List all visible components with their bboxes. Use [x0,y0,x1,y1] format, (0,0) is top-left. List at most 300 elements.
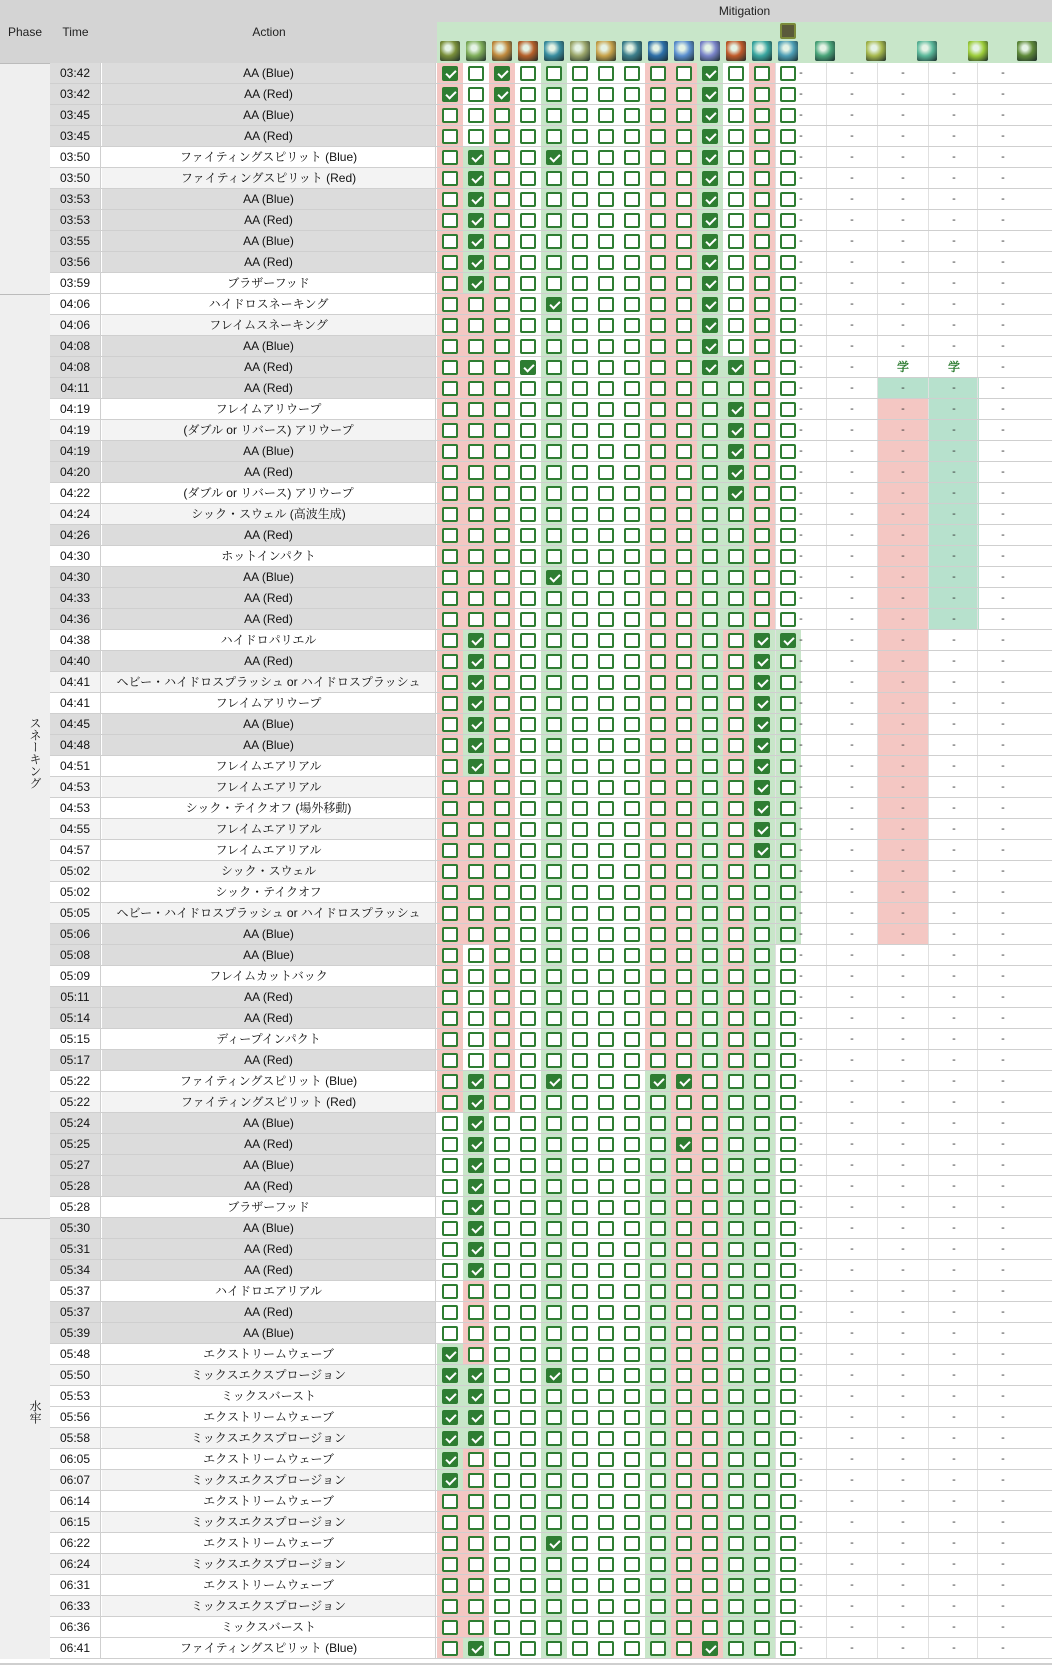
mitigation-checkbox[interactable] [442,402,458,417]
mitigation-checkbox[interactable] [520,738,536,753]
mitigation-checkbox[interactable] [650,1074,666,1089]
mitigation-checkbox[interactable] [468,1221,484,1236]
mitigation-checkbox[interactable] [624,1095,640,1110]
mitigation-checkbox[interactable] [754,486,770,501]
mitigation-checkbox[interactable] [468,339,484,354]
mitigation-checkbox[interactable] [468,318,484,333]
mitigation-checkbox[interactable] [520,1368,536,1383]
mitigation-checkbox[interactable] [676,927,692,942]
mitigation-checkbox[interactable] [728,612,744,627]
mitigation-checkbox[interactable] [546,1284,562,1299]
mitigation-checkbox[interactable] [520,213,536,228]
mitigation-checkbox[interactable] [468,444,484,459]
mitigation-checkbox[interactable] [728,1620,744,1635]
mitigation-checkbox[interactable] [728,1074,744,1089]
mitigation-checkbox[interactable] [728,486,744,501]
mitigation-checkbox[interactable] [546,402,562,417]
mitigation-checkbox[interactable] [702,1431,718,1446]
mitigation-checkbox[interactable] [572,444,588,459]
mitigation-checkbox[interactable] [598,675,614,690]
mitigation-checkbox[interactable] [520,1599,536,1614]
mitigation-checkbox[interactable] [650,1053,666,1068]
mitigation-checkbox[interactable] [468,276,484,291]
mitigation-checkbox[interactable] [494,1410,510,1425]
mitigation-checkbox[interactable] [598,864,614,879]
mitigation-checkbox[interactable] [494,822,510,837]
mitigation-checkbox[interactable] [520,507,536,522]
mitigation-checkbox[interactable] [442,696,458,711]
mitigation-checkbox[interactable] [598,1578,614,1593]
mitigation-checkbox[interactable] [624,1368,640,1383]
mitigation-checkbox[interactable] [598,1347,614,1362]
mitigation-checkbox[interactable] [494,1452,510,1467]
mitigation-checkbox[interactable] [728,1578,744,1593]
mitigation-checkbox[interactable] [520,822,536,837]
mitigation-checkbox[interactable] [676,1410,692,1425]
mitigation-checkbox[interactable] [468,1368,484,1383]
mitigation-checkbox[interactable] [624,1074,640,1089]
mitigation-checkbox[interactable] [468,885,484,900]
mitigation-checkbox[interactable] [676,1578,692,1593]
mitigation-checkbox[interactable] [520,1074,536,1089]
mitigation-checkbox[interactable] [494,1641,510,1656]
mitigation-checkbox[interactable] [442,66,458,81]
mitigation-checkbox[interactable] [546,1347,562,1362]
mitigation-checkbox[interactable] [624,129,640,144]
mitigation-checkbox[interactable] [572,675,588,690]
mitigation-checkbox[interactable] [494,780,510,795]
mitigation-checkbox[interactable] [650,1284,666,1299]
mitigation-checkbox[interactable] [598,612,614,627]
mitigation-checkbox[interactable] [676,297,692,312]
mitigation-checkbox[interactable] [494,1515,510,1530]
mitigation-checkbox[interactable] [702,990,718,1005]
mitigation-checkbox[interactable] [520,1200,536,1215]
mitigation-checkbox[interactable] [598,948,614,963]
mitigation-checkbox[interactable] [728,1536,744,1551]
mitigation-checkbox[interactable] [650,297,666,312]
mitigation-checkbox[interactable] [624,801,640,816]
mitigation-checkbox[interactable] [702,276,718,291]
mitigation-checkbox[interactable] [494,381,510,396]
mitigation-checkbox[interactable] [572,87,588,102]
mitigation-checkbox[interactable] [598,402,614,417]
mitigation-checkbox[interactable] [624,1032,640,1047]
mitigation-checkbox[interactable] [468,129,484,144]
mitigation-checkbox[interactable] [442,1494,458,1509]
mitigation-checkbox[interactable] [520,969,536,984]
mitigation-checkbox[interactable] [494,864,510,879]
mitigation-checkbox[interactable] [702,465,718,480]
mitigation-checkbox[interactable] [494,969,510,984]
mitigation-checkbox[interactable] [624,423,640,438]
mitigation-checkbox[interactable] [676,1095,692,1110]
mitigation-checkbox[interactable] [598,822,614,837]
mitigation-checkbox[interactable] [494,759,510,774]
mitigation-checkbox[interactable] [650,1158,666,1173]
mitigation-checkbox[interactable] [754,507,770,522]
mitigation-checkbox[interactable] [754,1515,770,1530]
mitigation-checkbox[interactable] [572,780,588,795]
mitigation-checkbox[interactable] [624,675,640,690]
mitigation-checkbox[interactable] [598,108,614,123]
mitigation-checkbox[interactable] [598,1032,614,1047]
mitigation-checkbox[interactable] [572,1368,588,1383]
mitigation-checkbox[interactable] [442,780,458,795]
mitigation-checkbox[interactable] [702,1389,718,1404]
mitigation-checkbox[interactable] [468,213,484,228]
mitigation-checkbox[interactable] [494,444,510,459]
mitigation-checkbox[interactable] [754,1557,770,1572]
mitigation-checkbox[interactable] [754,1200,770,1215]
mitigation-checkbox[interactable] [754,423,770,438]
mitigation-checkbox[interactable] [468,150,484,165]
mitigation-checkbox[interactable] [702,1242,718,1257]
mitigation-checkbox[interactable] [572,1263,588,1278]
mitigation-checkbox[interactable] [546,759,562,774]
mitigation-checkbox[interactable] [572,1011,588,1026]
mitigation-checkbox[interactable] [702,738,718,753]
mitigation-checkbox[interactable] [754,570,770,585]
mitigation-checkbox[interactable] [728,1263,744,1278]
mitigation-checkbox[interactable] [650,318,666,333]
mitigation-checkbox[interactable] [624,1641,640,1656]
mitigation-checkbox[interactable] [520,360,536,375]
mitigation-checkbox[interactable] [702,297,718,312]
mitigation-checkbox[interactable] [702,1137,718,1152]
mitigation-checkbox[interactable] [702,1032,718,1047]
mitigation-checkbox[interactable] [442,1053,458,1068]
mitigation-checkbox[interactable] [754,759,770,774]
mitigation-checkbox[interactable] [494,129,510,144]
mitigation-checkbox[interactable] [702,444,718,459]
mitigation-checkbox[interactable] [676,1179,692,1194]
mitigation-checkbox[interactable] [676,444,692,459]
mitigation-checkbox[interactable] [676,696,692,711]
mitigation-checkbox[interactable] [520,1389,536,1404]
mitigation-checkbox[interactable] [702,1263,718,1278]
mitigation-checkbox[interactable] [598,1557,614,1572]
mitigation-checkbox[interactable] [520,1053,536,1068]
mitigation-checkbox[interactable] [702,822,718,837]
mitigation-checkbox[interactable] [520,108,536,123]
mitigation-checkbox[interactable] [468,108,484,123]
mitigation-checkbox[interactable] [624,213,640,228]
mitigation-checkbox[interactable] [494,108,510,123]
mitigation-checkbox[interactable] [676,1536,692,1551]
mitigation-checkbox[interactable] [650,1179,666,1194]
mitigation-checkbox[interactable] [468,402,484,417]
mitigation-checkbox[interactable] [442,255,458,270]
mitigation-checkbox[interactable] [442,1557,458,1572]
mitigation-checkbox[interactable] [598,927,614,942]
mitigation-checkbox[interactable] [650,1557,666,1572]
mitigation-checkbox[interactable] [728,927,744,942]
mitigation-checkbox[interactable] [598,696,614,711]
mitigation-checkbox[interactable] [520,1221,536,1236]
mitigation-checkbox[interactable] [650,1536,666,1551]
mitigation-checkbox[interactable] [520,339,536,354]
mitigation-checkbox[interactable] [676,507,692,522]
mitigation-checkbox[interactable] [546,1431,562,1446]
mitigation-checkbox[interactable] [598,213,614,228]
mitigation-checkbox[interactable] [598,1431,614,1446]
mitigation-checkbox[interactable] [494,1116,510,1131]
mitigation-checkbox[interactable] [754,1137,770,1152]
mitigation-checkbox[interactable] [650,1431,666,1446]
mitigation-checkbox[interactable] [702,801,718,816]
mitigation-checkbox[interactable] [624,1305,640,1320]
mitigation-checkbox[interactable] [650,255,666,270]
mitigation-checkbox[interactable] [546,1200,562,1215]
mitigation-checkbox[interactable] [468,66,484,81]
mitigation-checkbox[interactable] [520,801,536,816]
mitigation-checkbox[interactable] [442,885,458,900]
mitigation-checkbox[interactable] [572,801,588,816]
mitigation-checkbox[interactable] [468,1158,484,1173]
mitigation-checkbox[interactable] [650,1095,666,1110]
mitigation-checkbox[interactable] [754,927,770,942]
mitigation-checkbox[interactable] [546,864,562,879]
mitigation-checkbox[interactable] [598,738,614,753]
mitigation-checkbox[interactable] [546,486,562,501]
mitigation-checkbox[interactable] [728,1389,744,1404]
mitigation-checkbox[interactable] [728,507,744,522]
mitigation-checkbox[interactable] [494,1200,510,1215]
mitigation-checkbox[interactable] [676,171,692,186]
mitigation-checkbox[interactable] [546,1074,562,1089]
mitigation-checkbox[interactable] [598,759,614,774]
mitigation-checkbox[interactable] [650,1137,666,1152]
mitigation-checkbox[interactable] [572,549,588,564]
mitigation-checkbox[interactable] [676,129,692,144]
mitigation-checkbox[interactable] [442,633,458,648]
mitigation-checkbox[interactable] [442,1452,458,1467]
mitigation-checkbox[interactable] [754,948,770,963]
mitigation-checkbox[interactable] [624,717,640,732]
mitigation-checkbox[interactable] [676,801,692,816]
mitigation-checkbox[interactable] [676,1431,692,1446]
mitigation-checkbox[interactable] [650,1620,666,1635]
mitigation-checkbox[interactable] [494,990,510,1005]
mitigation-checkbox[interactable] [442,1326,458,1341]
mitigation-checkbox[interactable] [546,654,562,669]
mitigation-checkbox[interactable] [520,129,536,144]
mitigation-checkbox[interactable] [676,1620,692,1635]
mitigation-checkbox[interactable] [624,1200,640,1215]
mitigation-checkbox[interactable] [598,1221,614,1236]
mitigation-checkbox[interactable] [650,780,666,795]
mitigation-checkbox[interactable] [728,1221,744,1236]
mitigation-checkbox[interactable] [546,843,562,858]
mitigation-checkbox[interactable] [468,759,484,774]
mitigation-checkbox[interactable] [650,87,666,102]
mitigation-checkbox[interactable] [702,612,718,627]
mitigation-checkbox[interactable] [442,381,458,396]
mitigation-checkbox[interactable] [442,906,458,921]
mitigation-checkbox[interactable] [442,801,458,816]
mitigation-checkbox[interactable] [546,1368,562,1383]
mitigation-checkbox[interactable] [442,423,458,438]
mitigation-checkbox[interactable] [442,1578,458,1593]
mitigation-checkbox[interactable] [754,213,770,228]
mitigation-checkbox[interactable] [676,654,692,669]
mitigation-checkbox[interactable] [546,1389,562,1404]
mitigation-checkbox[interactable] [494,1032,510,1047]
mitigation-checkbox[interactable] [754,444,770,459]
mitigation-checkbox[interactable] [598,87,614,102]
mitigation-checkbox[interactable] [572,1179,588,1194]
mitigation-checkbox[interactable] [624,1242,640,1257]
mitigation-checkbox[interactable] [572,864,588,879]
mitigation-checkbox[interactable] [468,1263,484,1278]
mitigation-checkbox[interactable] [754,1263,770,1278]
mitigation-checkbox[interactable] [728,192,744,207]
mitigation-checkbox[interactable] [546,612,562,627]
mitigation-checkbox[interactable] [754,696,770,711]
mitigation-checkbox[interactable] [650,843,666,858]
mitigation-checkbox[interactable] [754,1431,770,1446]
mitigation-checkbox[interactable] [546,465,562,480]
mitigation-checkbox[interactable] [702,969,718,984]
mitigation-checkbox[interactable] [650,969,666,984]
mitigation-checkbox[interactable] [494,885,510,900]
mitigation-checkbox[interactable] [572,1452,588,1467]
mitigation-checkbox[interactable] [572,360,588,375]
mitigation-checkbox[interactable] [728,1347,744,1362]
mitigation-checkbox[interactable] [520,1620,536,1635]
mitigation-checkbox[interactable] [650,213,666,228]
mitigation-checkbox[interactable] [624,1221,640,1236]
mitigation-checkbox[interactable] [520,1536,536,1551]
mitigation-checkbox[interactable] [702,780,718,795]
mitigation-checkbox[interactable] [468,1515,484,1530]
mitigation-checkbox[interactable] [702,423,718,438]
mitigation-checkbox[interactable] [546,1095,562,1110]
mitigation-checkbox[interactable] [546,1179,562,1194]
mitigation-checkbox[interactable] [650,1032,666,1047]
mitigation-checkbox[interactable] [468,255,484,270]
mitigation-checkbox[interactable] [494,612,510,627]
mitigation-checkbox[interactable] [546,633,562,648]
mitigation-checkbox[interactable] [520,444,536,459]
mitigation-checkbox[interactable] [650,1326,666,1341]
mitigation-checkbox[interactable] [546,591,562,606]
mitigation-checkbox[interactable] [468,822,484,837]
mitigation-checkbox[interactable] [728,1200,744,1215]
mitigation-checkbox[interactable] [624,234,640,249]
mitigation-checkbox[interactable] [468,1032,484,1047]
mitigation-checkbox[interactable] [624,927,640,942]
mitigation-checkbox[interactable] [546,1578,562,1593]
mitigation-checkbox[interactable] [728,549,744,564]
mitigation-checkbox[interactable] [572,129,588,144]
mitigation-checkbox[interactable] [442,1221,458,1236]
mitigation-checkbox[interactable] [702,1074,718,1089]
mitigation-checkbox[interactable] [520,780,536,795]
mitigation-checkbox[interactable] [572,381,588,396]
mitigation-checkbox[interactable] [728,1284,744,1299]
mitigation-checkbox[interactable] [520,87,536,102]
mitigation-checkbox[interactable] [494,1074,510,1089]
mitigation-checkbox[interactable] [546,675,562,690]
mitigation-checkbox[interactable] [572,1053,588,1068]
mitigation-checkbox[interactable] [598,444,614,459]
mitigation-checkbox[interactable] [728,801,744,816]
mitigation-checkbox[interactable] [676,738,692,753]
mitigation-checkbox[interactable] [624,1410,640,1425]
mitigation-checkbox[interactable] [754,591,770,606]
mitigation-checkbox[interactable] [650,234,666,249]
mitigation-checkbox[interactable] [624,66,640,81]
mitigation-checkbox[interactable] [572,213,588,228]
mitigation-checkbox[interactable] [728,150,744,165]
mitigation-checkbox[interactable] [702,1116,718,1131]
mitigation-checkbox[interactable] [546,822,562,837]
mitigation-checkbox[interactable] [598,150,614,165]
mitigation-checkbox[interactable] [546,1158,562,1173]
mitigation-checkbox[interactable] [728,906,744,921]
mitigation-checkbox[interactable] [754,1305,770,1320]
mitigation-checkbox[interactable] [624,654,640,669]
mitigation-checkbox[interactable] [702,1578,718,1593]
mitigation-checkbox[interactable] [442,360,458,375]
mitigation-checkbox[interactable] [546,87,562,102]
mitigation-checkbox[interactable] [468,1137,484,1152]
mitigation-checkbox[interactable] [676,675,692,690]
mitigation-checkbox[interactable] [650,633,666,648]
mitigation-checkbox[interactable] [598,906,614,921]
mitigation-checkbox[interactable] [624,990,640,1005]
mitigation-checkbox[interactable] [702,759,718,774]
mitigation-checkbox[interactable] [442,1263,458,1278]
mitigation-checkbox[interactable] [650,864,666,879]
mitigation-checkbox[interactable] [598,1011,614,1026]
mitigation-checkbox[interactable] [728,402,744,417]
mitigation-checkbox[interactable] [754,1221,770,1236]
mitigation-checkbox[interactable] [546,1515,562,1530]
mitigation-checkbox[interactable] [520,885,536,900]
mitigation-checkbox[interactable] [624,759,640,774]
mitigation-checkbox[interactable] [468,990,484,1005]
mitigation-checkbox[interactable] [494,528,510,543]
mitigation-checkbox[interactable] [442,276,458,291]
mitigation-checkbox[interactable] [546,801,562,816]
mitigation-checkbox[interactable] [728,1599,744,1614]
mitigation-checkbox[interactable] [650,129,666,144]
mitigation-checkbox[interactable] [520,1179,536,1194]
mitigation-checkbox[interactable] [624,1137,640,1152]
mitigation-checkbox[interactable] [442,297,458,312]
mitigation-checkbox[interactable] [494,1431,510,1446]
mitigation-checkbox[interactable] [676,66,692,81]
mitigation-checkbox[interactable] [442,654,458,669]
mitigation-checkbox[interactable] [702,633,718,648]
mitigation-checkbox[interactable] [468,948,484,963]
mitigation-checkbox[interactable] [546,1032,562,1047]
mitigation-checkbox[interactable] [702,1452,718,1467]
mitigation-checkbox[interactable] [754,822,770,837]
mitigation-checkbox[interactable] [598,339,614,354]
mitigation-checkbox[interactable] [572,1116,588,1131]
mitigation-checkbox[interactable] [728,1473,744,1488]
mitigation-checkbox[interactable] [520,486,536,501]
mitigation-checkbox[interactable] [520,234,536,249]
mitigation-checkbox[interactable] [494,255,510,270]
mitigation-checkbox[interactable] [624,738,640,753]
mitigation-checkbox[interactable] [520,171,536,186]
mitigation-checkbox[interactable] [702,1347,718,1362]
